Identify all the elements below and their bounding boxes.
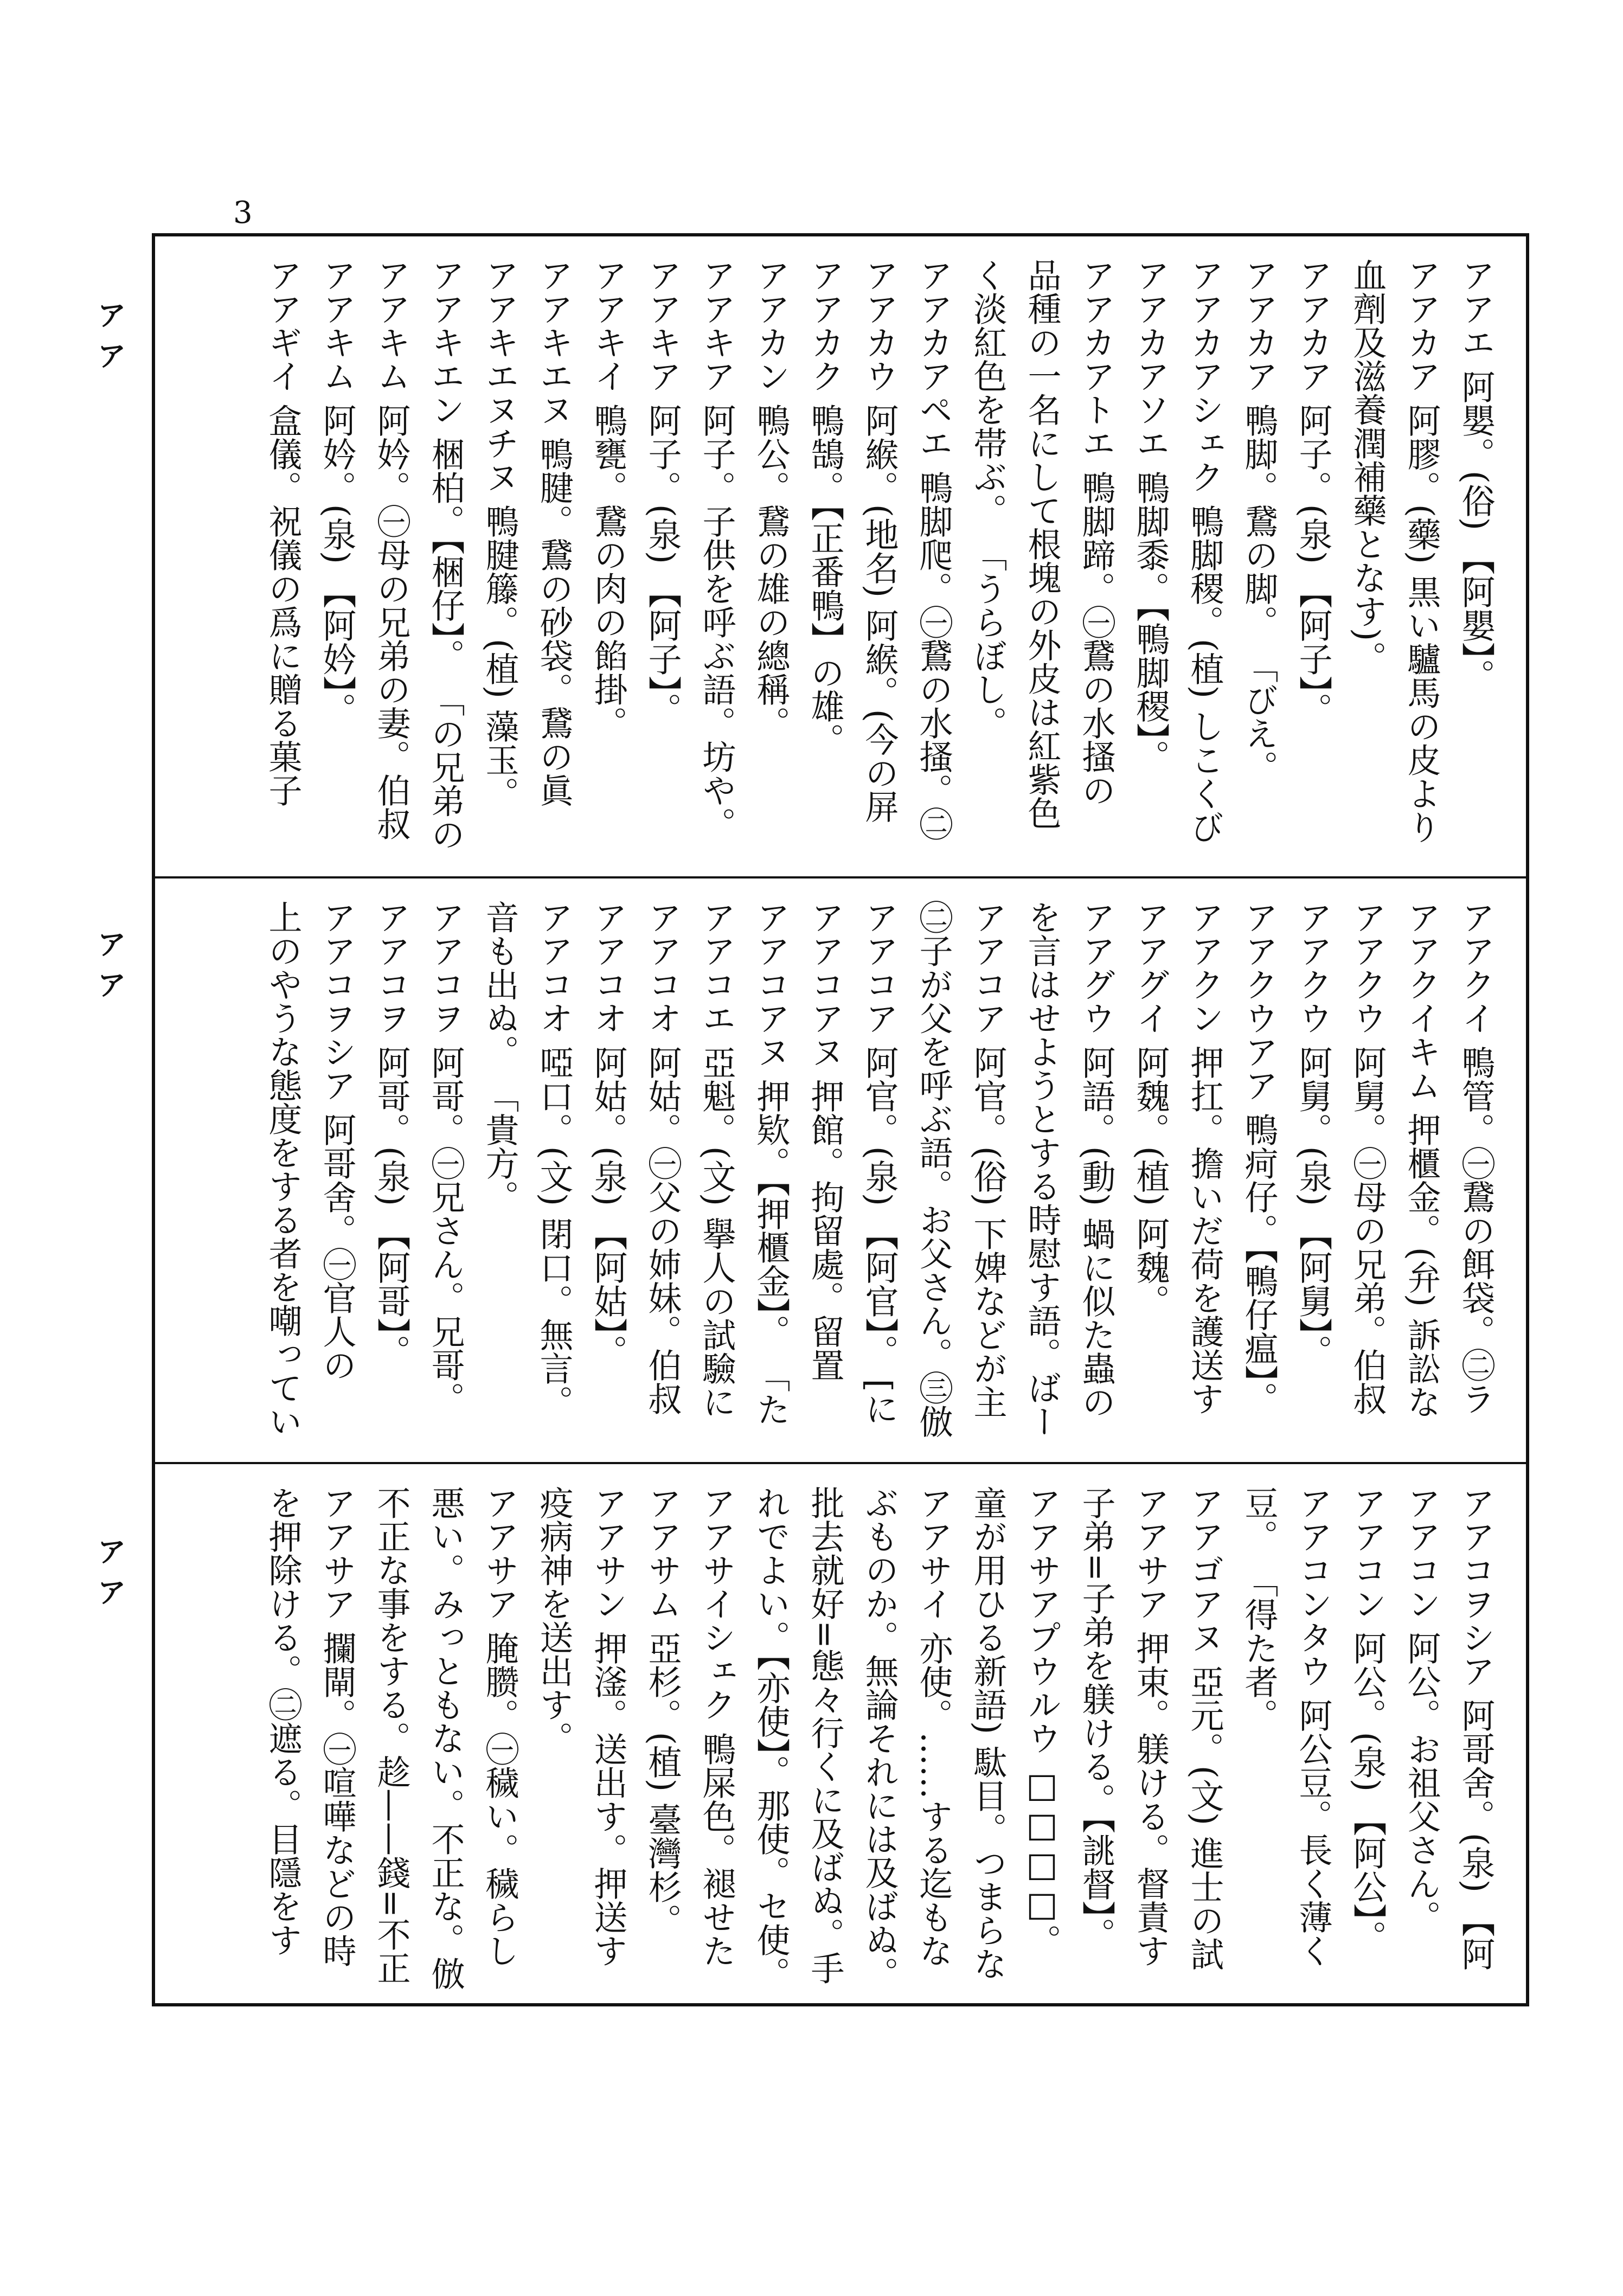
entry-band-top	[155, 236, 1526, 876]
dictionary-entry-line: アアコンタウ 阿公豆。長く薄く	[1293, 1486, 1333, 1967]
dictionary-entry-line: アアカク 鴨鵠。【正番鴨】の雄。	[805, 258, 845, 756]
gutter-label-middle: アア	[98, 929, 129, 1002]
gutter-label-top: アア	[98, 300, 129, 373]
dictionary-entry-line: アアクン 押扛。擔いだ荷を護送す	[1185, 900, 1224, 1415]
dictionary-entry-line: を押除ける。㊁遮る。目隱をす	[263, 1486, 303, 1957]
dictionary-entry-line: アアカア 鴨脚。鵞の脚。 「びえ。	[1239, 258, 1279, 784]
dictionary-entry-line: れでよい。【亦使】。那使。セ使。	[751, 1486, 791, 1990]
dictionary-entry-line: アアカアシェク 鴨脚稷。(植) しこくび	[1185, 258, 1224, 844]
dictionary-entry-line: アアクイキム 押櫃金。(弁) 訴訟な	[1402, 900, 1441, 1419]
dictionary-entry-line: 血劑及滋養潤補藥となす)。	[1348, 258, 1387, 675]
dictionary-entry-line: アアキム 阿妗。㊀母の兄弟の妻。伯叔	[371, 258, 411, 841]
dictionary-entry-line: アアコア 阿官。(泉) 【阿官】。 [に	[859, 900, 899, 1426]
dictionary-entry-line: アアグウ 阿語。(動) 蝸に似た蟲の	[1076, 900, 1116, 1419]
dictionary-entry-line: アアサア 攔閘。㊀喧嘩などの時	[317, 1486, 357, 1967]
dictionary-entry-line: アアキエヌ 鴨腱。鵞の砂袋。鵞の眞	[534, 258, 574, 807]
dictionary-entry-line: アアキア 阿子。(泉) 【阿子】。	[643, 258, 682, 726]
dictionary-entry-line: アアサイシェク 鴨屎色。褪せた	[697, 1486, 736, 1967]
dictionary-entry-line: アアコオ 阿姑。(泉) 【阿姑】。	[588, 900, 628, 1368]
dictionary-entry-line: アアコヲシア 阿哥舍。(泉) 【阿	[1456, 1486, 1496, 1971]
dictionary-entry-line: 悪い。みっともない。不正な。倣	[426, 1486, 465, 1990]
dictionary-entry-line: ぶものか。無論それには及ばぬ。	[859, 1486, 899, 1990]
dictionary-entry-line: アアカアソエ 鴨脚黍。【鴨脚稷】。	[1131, 258, 1170, 773]
dictionary-entry-line: アアギイ 盒儀。祝儀の爲に贈る菓子	[263, 258, 303, 807]
dictionary-entry-line: 上のやうな態度をする者を嘲ってい	[263, 900, 303, 1438]
dictionary-entry-line: く淡紅色を帯ぶ。 「うらぼし。	[968, 258, 1008, 740]
dictionary-entry-line: アアエ 阿嬰。(俗) 【阿嬰】。	[1456, 258, 1496, 692]
dictionary-entry-line: アアゴアヌ 亞元。(文) 進士の試	[1185, 1486, 1224, 1971]
dictionary-entry-line: アアクウアア 鴨疴仔。【鴨仔瘟】。	[1239, 900, 1279, 1415]
dictionary-entry-line: アアグイ 阿魏。(植) 阿魏。	[1131, 900, 1170, 1318]
dictionary-entry-line: アアコエ 亞魁。(文) 擧人の試驗に	[697, 900, 736, 1419]
dictionary-entry-line: アアクウ 阿舅。(泉) 【阿舅】。	[1293, 900, 1333, 1368]
dictionary-entry-line: アアサア 腌臜。㊀穢い。穢らし	[480, 1486, 519, 1967]
dictionary-entry-line: アアカウ 阿緱。(地名) 阿緱。(今の屏	[859, 258, 899, 823]
dictionary-entry-line: アアクイ 鴨管。㊀鵞の餌袋。㊁ラ	[1456, 900, 1496, 1415]
dictionary-entry-line: アアコアヌ 押館。拘留處。留置	[805, 900, 845, 1382]
dictionary-entry-line: アアコン 阿公。お祖父さん。	[1402, 1486, 1441, 1934]
entry-columns	[177, 258, 1499, 860]
dictionary-entry-line: アアカア 阿子。(泉) 【阿子】。	[1293, 258, 1333, 726]
dictionary-entry-line: ㊁子が父を呼ぶ語。お父さん。㊂倣	[914, 900, 953, 1438]
dictionary-entry-line: アアカアトエ 鴨脚蹄。㊀鵞の水搔の	[1076, 258, 1116, 807]
dictionary-entry-line: アアキア 阿子。子供を呼ぶ語。坊や。	[697, 258, 736, 841]
dictionary-entry-line: アアキエン 梱柏。【梱仔】。 「の兄弟の	[426, 258, 465, 851]
dictionary-entry-line: 品種の一名にして根塊の外皮は紅紫色	[1022, 258, 1062, 830]
dictionary-entry-line: 不正な事をする。趁——錢=不正	[371, 1486, 411, 1985]
dictionary-entry-line: 豆。 「得た者。	[1239, 1486, 1279, 1732]
dictionary-entry-line: アアコヲ 阿哥。(泉) 【阿哥】。	[371, 900, 411, 1368]
gutter-label-bottom: アア	[98, 1536, 129, 1609]
dictionary-entry-line: 批去就好=態々行くに及ばぬ。手	[805, 1486, 845, 1985]
dictionary-entry-line: アアサン 押滏。送出す。押送す	[588, 1486, 628, 1967]
dictionary-entry-line: アアコヲ 阿哥。㊀兄さん。兄哥。	[426, 900, 465, 1415]
dictionary-entry-line: アアコン 阿公。(泉) 【阿公】。	[1348, 1486, 1387, 1954]
dictionary-entry-line: を言はせようとする時慰す語。ばー	[1022, 900, 1062, 1438]
page-number: 3	[233, 195, 253, 230]
dictionary-frame	[152, 233, 1529, 2006]
dictionary-entry-line: アアキイ 鴨甕。鵞の肉の餡掛。	[588, 258, 628, 740]
dictionary-entry-line: アアコア 阿官。(俗) 下婢などが主	[968, 900, 1008, 1419]
dictionary-entry-line: アアカン 鴨公。鵞の雄の總稱。	[751, 258, 791, 740]
dictionary-entry-line: アアサアプウルウ □□□□。	[1022, 1486, 1062, 1958]
dictionary-entry-line: アアサム 亞杉。(植) 臺灣杉。	[643, 1486, 682, 1937]
dictionary-entry-line: 子弟=子弟を躾ける。【誂督】。	[1076, 1486, 1116, 1951]
dictionary-entry-line: 童が用ひる新語) 駄目。つまらな	[968, 1486, 1008, 1980]
entry-band-bottom	[155, 1462, 1526, 2009]
dictionary-entry-line: アアクウ 阿舅。㊀母の兄弟。伯叔	[1348, 900, 1387, 1415]
dictionary-entry-line: アアコオ 阿姑。㊀父の姉妹。伯叔	[643, 900, 682, 1415]
dictionary-entry-line: アアコヲシア 阿哥舍。㊀官人の	[317, 900, 357, 1382]
dictionary-entry-line: アアキエヌチヌ 鴨腱籐。(植) 藻玉。	[480, 258, 519, 810]
dictionary-entry-line: アアカア 阿膠。(藥) 黒い驢馬の皮より	[1402, 258, 1441, 844]
dictionary-entry-line: アアサア 押束。躾ける。督責す	[1131, 1486, 1170, 1967]
dictionary-entry-line: アアカアペエ 鴨脚爬。㊀鵞の水搔。㊁	[914, 258, 953, 841]
dictionary-entry-line: アアコオ 啞口。(文) 閉口。無言。	[534, 900, 574, 1419]
dictionary-entry-line: 疫病神を送出す。	[534, 1486, 574, 1755]
entry-band-middle	[155, 876, 1526, 1464]
dictionary-entry-line: アアキム 阿妗。(泉) 【阿妗】。	[317, 258, 357, 726]
entry-columns	[177, 900, 1499, 1448]
dictionary-entry-line: アアサイ 亦使。……する迄もな	[914, 1486, 953, 1967]
entry-columns	[177, 1486, 1499, 1992]
dictionary-entry-line: 音も出ぬ。 「貴方。	[480, 900, 519, 1214]
dictionary-entry-line: アアコアヌ 押欵。【押櫃金】。 「た	[751, 900, 791, 1426]
